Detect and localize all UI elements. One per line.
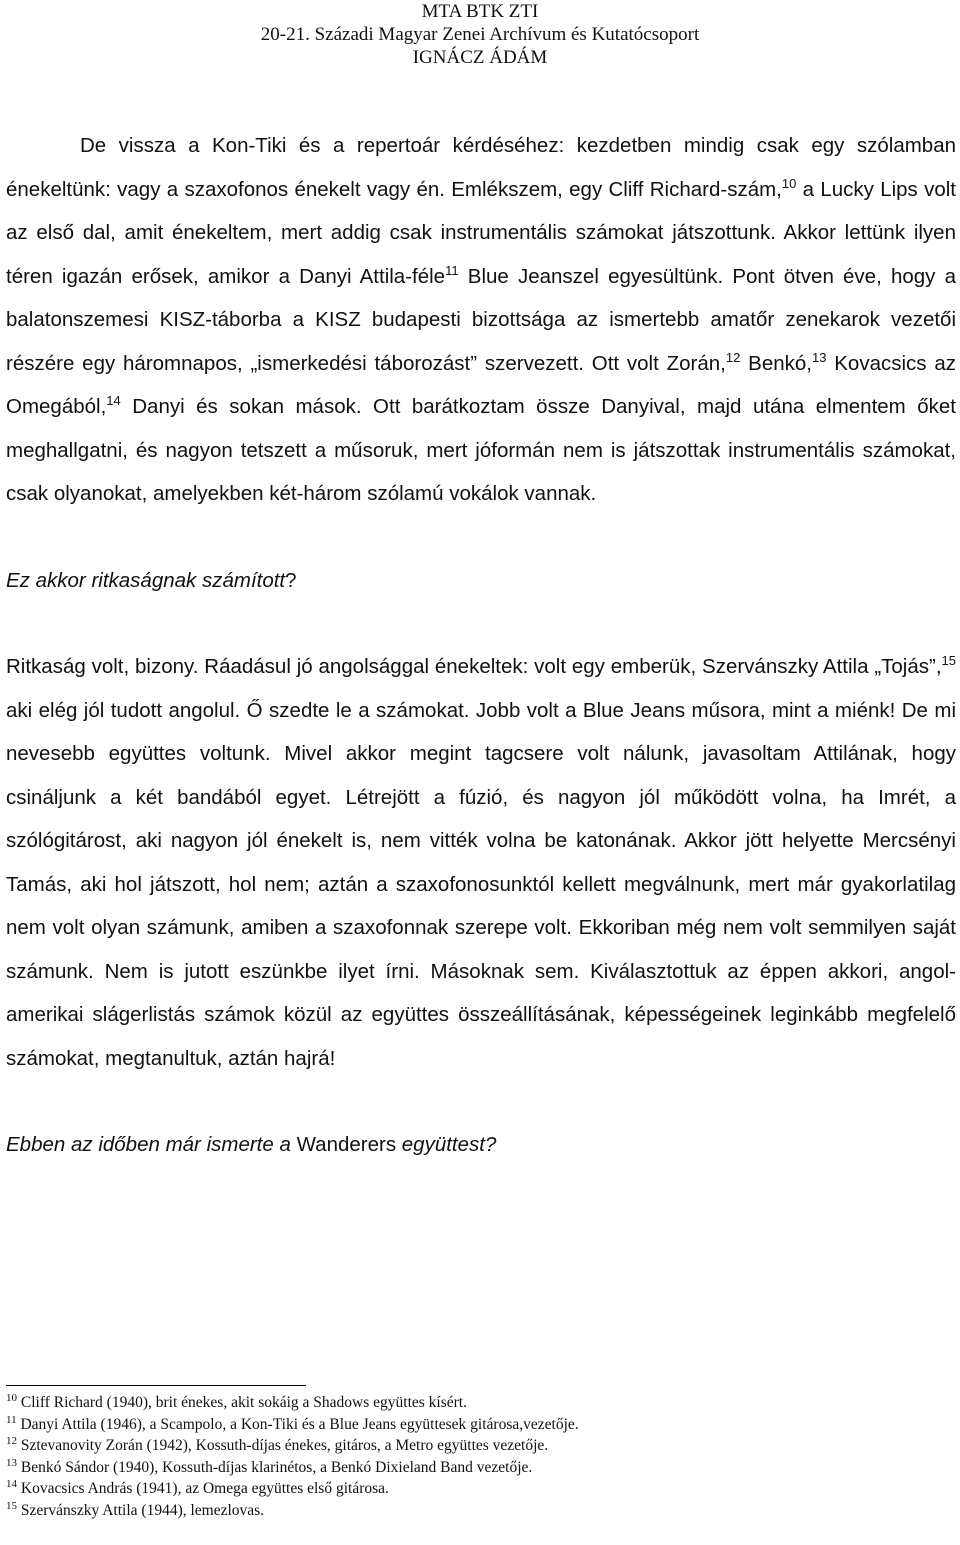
footnote-ref-12[interactable]: 12 [725, 349, 741, 365]
document-body [6, 124, 956, 1167]
footnote-number: 14 [6, 1477, 17, 1490]
footnotes [6, 1392, 956, 1521]
text-run: Blue Jeanszel egyesültünk. Pont ötven éve, hogy a balatonszemesi KISZ-táborba a KISZ budapesti bizottsága az ismertebb amatőr zenekarok vezetői részére egy háromnapos, „ismerkedési táborozást” szervezett. Ott volt Zorán, [6, 264, 956, 375]
footnote-ref-14[interactable]: 14 [106, 393, 121, 409]
answer-paragraph-1 [6, 124, 956, 516]
question-text: Ez akkor ritkaságnak számított [6, 568, 286, 592]
header-group: 20-21. Századi Magyar Zenei Archívum és Kutatócsoport [260, 24, 700, 45]
footnote-number: 10 [6, 1391, 17, 1404]
footnote-ref-11[interactable]: 11 [445, 262, 459, 278]
footnote-ref-13[interactable]: 13 [811, 349, 827, 365]
footnote-ref-10[interactable]: 10 [781, 175, 797, 191]
footnote-number: 15 [6, 1499, 17, 1512]
page-header [0, 0, 960, 69]
question-text: Ebben az időben már ismerte a [6, 1133, 297, 1156]
header-institution: MTA BTK ZTI [421, 1, 539, 22]
footnote-13 [6, 1457, 956, 1479]
footnote-15 [6, 1500, 956, 1522]
answer-paragraph-2 [6, 645, 956, 1080]
footnote-text: Szervánszky Attila (1944), lemezlovas. [17, 1501, 265, 1519]
header-author: IGNÁCZ ÁDÁM [412, 47, 548, 68]
footnote-number: 13 [6, 1456, 17, 1469]
footnote-text: Cliff Richard (1940), brit énekes, akit sokáig a Shadows együttes kísért. [17, 1394, 467, 1411]
question-mark: ? [285, 568, 297, 592]
footnote-ref-15[interactable]: 15 [941, 653, 956, 669]
footnote-number: 12 [6, 1434, 17, 1447]
footnote-number: 11 [6, 1413, 17, 1426]
text-run: De vissza a Kon-Tiki és a repertoár kérdéséhez: kezdetben mindig csak egy szólamban énekeltünk: vagy a szaxofonos énekelt vagy én. Emlékszem, egy Cliff Richard-szám, [6, 134, 956, 201]
interview-question-1 [6, 559, 956, 603]
text-run: Kovacsics az Omegából, [6, 351, 956, 418]
footnote-10 [6, 1392, 956, 1414]
band-name: Wanderers [296, 1133, 397, 1156]
footnote-text: Benkó Sándor (1940), Kossuth-díjas klarinétos, a Benkó Dixieland Band vezetője. [17, 1458, 533, 1476]
text-run: Danyi és sokan mások. Ott barátkoztam össze Danyival, majd utána elmentem őket meghallgatni, és nagyon tetszett a műsoruk, mert jóformán nem is játszottak instrumentális számokat, csak olyanokat, amelyekben két-három szólamú vokálok vannak. [6, 395, 956, 505]
footnote-12 [6, 1435, 956, 1457]
interview-question-2 [6, 1123, 956, 1167]
text-run: Benkó, [740, 351, 812, 375]
footnote-text: Danyi Attila (1946), a Scampolo, a Kon-Tiki és a Blue Jeans együttesek gitárosa,vezetője. [16, 1415, 579, 1433]
text-run: a Lucky Lips volt az első dal, amit énekeltem, mert addig csak instrumentális számokat játszottunk. Akkor lettünk ilyen téren igazán erősek, amikor a Danyi Attila-féle [6, 177, 957, 288]
text-run: aki elég jól tudott angolul. Ő szedte le a számokat. Jobb volt a Blue Jeans műsora, mint a miénk! De mi nevesebb együttes voltunk. Mivel akkor megint tagcsere volt nálunk, javasoltam Attilának, hogy csináljunk a két bandából egyet. Létrejött a fúzió, és nagyon jól működött volna, ha Imrét, a szólógitárost, aki nagyon jól énekelt is, nem vitték volna be katonának. Akkor jött helyette Mercsényi Tamás, aki hol játszott, hol nem; aztán a szaxofonosunktól kellett megválnunk, mert már gyakorlatilag nem volt olyan számunk, amiben a szaxofonnak szerepe volt. Ekkoriban még nem volt semmilyen saját számunk. Nem is jutott eszünkbe ilyet írni. Másoknak sem. Kiválasztottuk az éppen akkori, angol-amerikai slágerlistás számok közül az együttes összeállításának, képességeinek leginkább megfelelő számokat, megtanultuk, aztán hajrá! [6, 698, 956, 1070]
footnote-text: Sztevanovity Zorán (1942), Kossuth-díjas énekes, gitáros, a Metro együttes vezetője. [17, 1437, 549, 1454]
footnote-separator [6, 1385, 306, 1386]
question-text: együttest? [396, 1133, 497, 1156]
footnote-11 [6, 1414, 956, 1436]
footnote-14 [6, 1478, 956, 1500]
footnote-text: Kovacsics András (1941), az Omega együttes első gitárosa. [17, 1480, 389, 1497]
text-run: Ritkaság volt, bizony. Ráadásul jó angolsággal énekeltek: volt egy emberük, Szervánszky Attila „Tojás”, [6, 655, 942, 678]
